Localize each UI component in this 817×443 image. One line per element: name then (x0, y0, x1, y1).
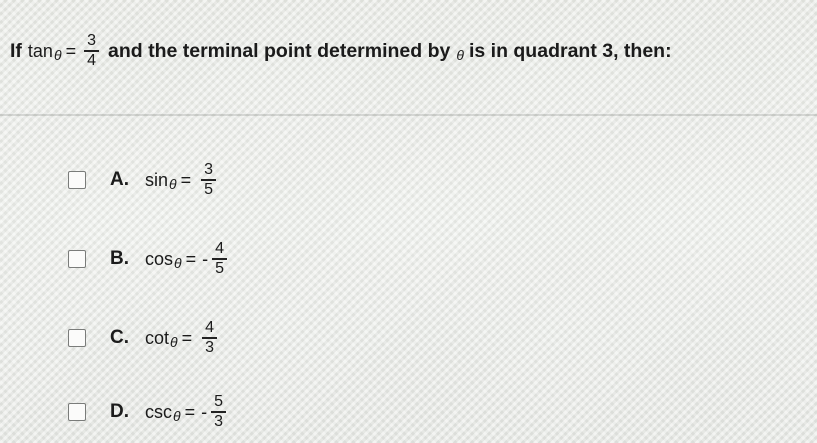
option-d[interactable] (68, 387, 230, 437)
question-func: tan (27, 40, 53, 61)
fraction-numerator: 3 (87, 32, 96, 50)
option-c[interactable] (68, 313, 221, 363)
fraction-denominator: 3 (205, 338, 215, 356)
option-theta: θ (174, 255, 182, 271)
option-equals: = (180, 169, 192, 190)
option-d-checkbox[interactable] (68, 403, 86, 421)
fraction-numerator: 3 (204, 161, 214, 179)
question-prefix: If (10, 39, 22, 62)
option-letter: D. (110, 401, 129, 422)
question-theta: θ (53, 47, 62, 63)
option-sign: - (202, 248, 209, 269)
option-equals: = (181, 327, 193, 348)
fraction-numerator: 4 (205, 319, 215, 337)
fraction-numerator: 5 (214, 393, 224, 411)
option-a[interactable] (68, 155, 220, 205)
option-b[interactable] (68, 234, 231, 284)
fraction-numerator: 4 (215, 240, 225, 258)
fraction-denominator: 5 (204, 180, 214, 198)
option-func: cos (145, 248, 174, 269)
option-fraction (201, 161, 216, 199)
question-fraction (84, 32, 99, 70)
option-fraction (211, 393, 226, 431)
question-text (10, 26, 810, 76)
option-b-checkbox[interactable] (68, 250, 86, 268)
option-a-checkbox[interactable] (68, 171, 86, 189)
fraction-denominator: 3 (214, 412, 224, 430)
option-equals: = (184, 401, 196, 422)
option-func: cot (145, 327, 170, 348)
option-sign: - (201, 401, 208, 422)
option-letter: C. (110, 327, 129, 348)
option-func: csc (145, 401, 172, 422)
option-func: sin (145, 169, 169, 190)
option-letter: B. (110, 248, 129, 269)
fraction-denominator: 5 (215, 259, 225, 277)
option-equals: = (185, 248, 197, 269)
option-theta: θ (173, 408, 181, 424)
divider (0, 114, 817, 116)
option-fraction (212, 240, 227, 278)
fraction-denominator: 4 (87, 51, 96, 69)
option-theta: θ (170, 334, 178, 350)
option-fraction (202, 319, 217, 357)
option-theta: θ (169, 176, 177, 192)
option-c-checkbox[interactable] (68, 329, 86, 347)
question-suffix: is in quadrant 3, then: (468, 39, 672, 62)
option-letter: A. (110, 169, 129, 190)
question-middle: and the terminal point determined by (107, 39, 451, 62)
question-theta-2: θ (456, 47, 464, 63)
question-equals: = (65, 40, 77, 61)
